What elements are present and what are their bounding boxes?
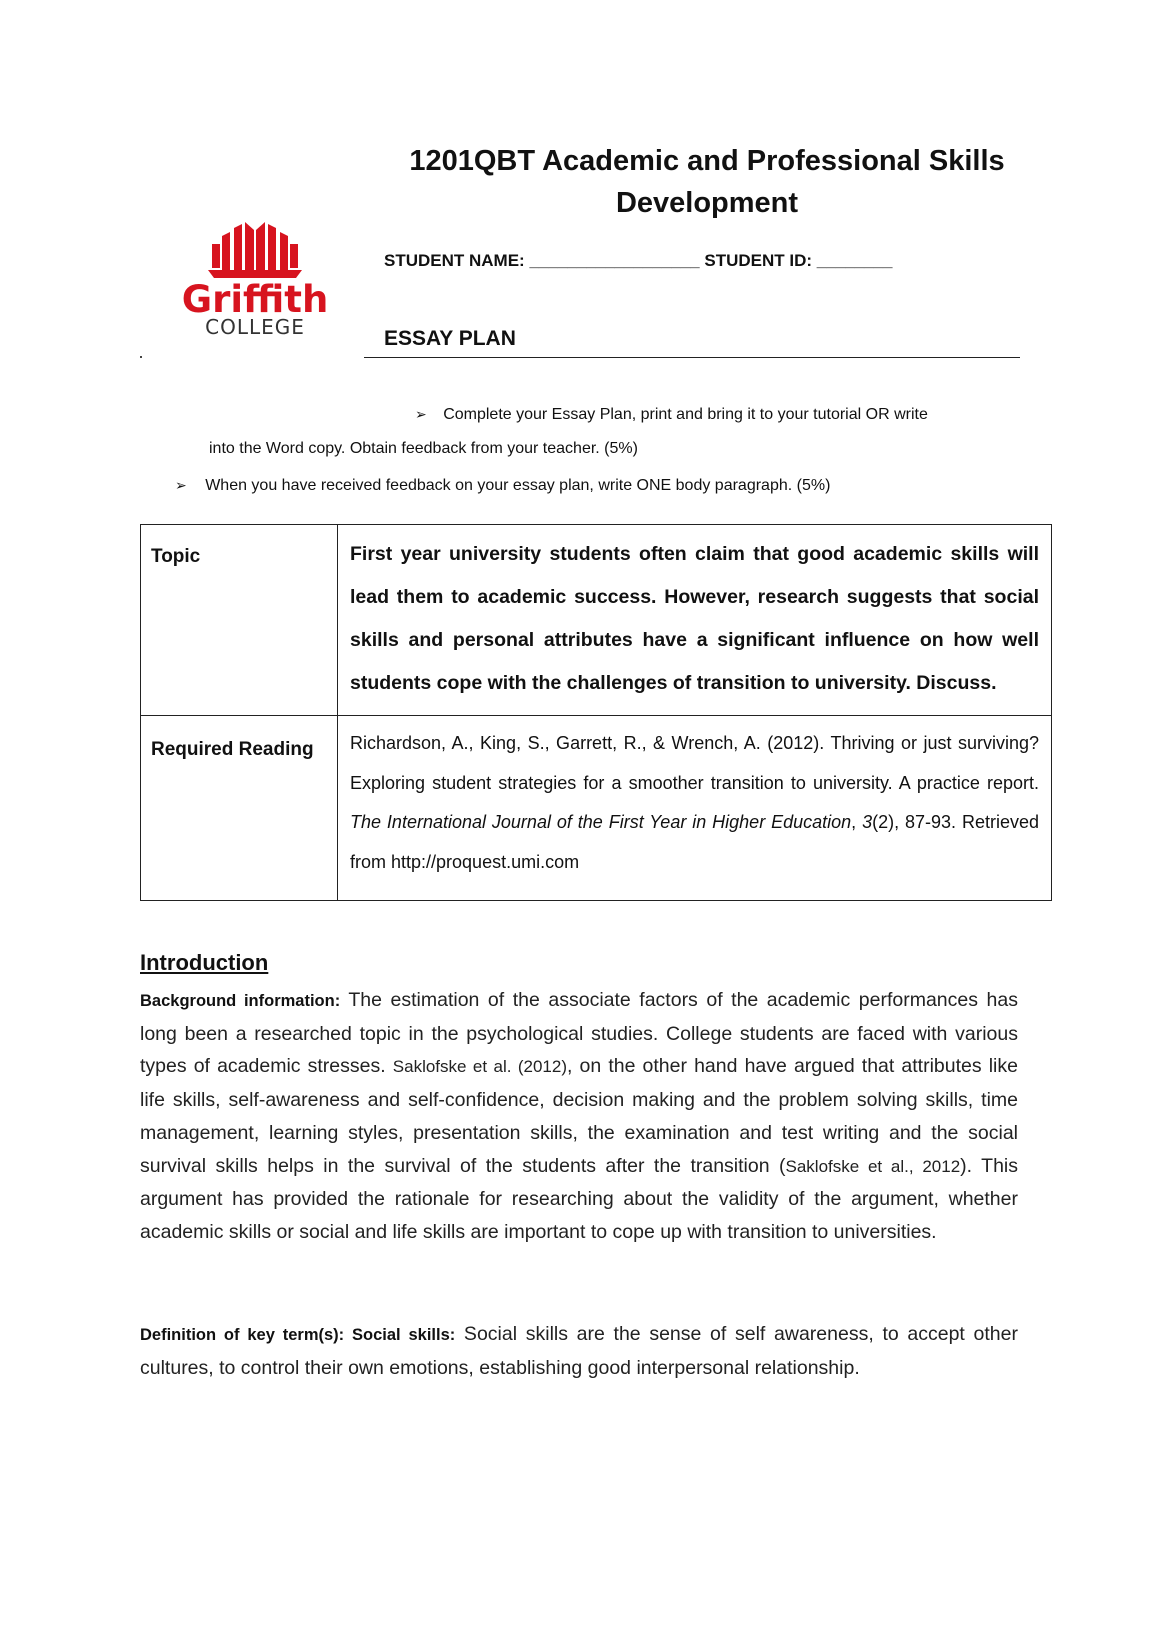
reading-sep: , [851,812,863,832]
topic-label: Topic [141,525,338,716]
definition-text: Social skills are the sense of self awareness, to accept other cultures, to control their own emotions, establishing good interpersonal relationship. [140,1323,1018,1379]
reading-row [141,716,1052,901]
heading-rule [364,357,1020,358]
instruction-item-1 [415,404,928,425]
student-name-field[interactable]: __________________ [529,251,700,270]
logo-name-text: Griffith [181,278,329,321]
student-id-field[interactable]: ________ [816,251,893,270]
reading-citation [338,716,1052,901]
instruction-1-line-2: into the Word copy. Obtain feedback from your teacher. (5%) [209,440,638,457]
stray-dot [140,356,142,358]
logo-sub-text: COLLEGE [205,315,305,339]
reading-tail: (2), 87-93. Retrieved from http://proquest.umi.com [350,812,1039,872]
reading-authors: Richardson, A., King, S., Garrett, R., & Wrench, A. (2012). Thriving or just surviving? Exploring student strategies for a smoother transition to university. A practice report. [350,733,1039,793]
background-label: Background information: [140,992,341,1010]
bullet-arrow-icon: ➢ [415,406,427,422]
reading-label [141,716,338,901]
definition-paragraph [140,1318,1018,1384]
essay-plan-heading: ESSAY PLAN [384,327,516,350]
topic-text: First year university students often claim that good academic skills will lead them to academic success. However, research suggests that social skills and personal attributes have a significant influence on how well students cope with the challenges of transition to university. Discuss. [338,525,1052,716]
definition-label: Definition of key term(s): Social skills: [140,1326,456,1344]
topic-row [141,525,1052,716]
reading-label-text: Required Reading [151,739,314,760]
logo-mark-icon [178,222,332,342]
document-title: 1201QBT Academic and Professional Skills Development [409,145,1005,219]
instruction-1-line-1: Complete your Essay Plan, print and bring it to your tutorial OR write [443,406,928,423]
instruction-item-2 [175,475,830,496]
introduction-heading: Introduction [140,950,269,975]
reading-journal: The International Journal of the First Year in Higher Education [350,812,852,832]
instruction-2-text: When you have received feedback on your essay plan, write ONE body paragraph. (5%) [205,477,831,494]
background-text-2: , on the other hand have argued that attributes like life skills, self-awareness and self-confidence, decision making and the problem solving skills, time management, learning styles, presentation skills, the examination and test writing and the social survival skills helps in the survival of the students after the transition ( [140,1055,1018,1177]
bullet-arrow-icon: ➢ [175,477,187,493]
background-paragraph [140,984,1018,1249]
background-text-1: The estimation of the associate factors of the academic performances has long been a researched topic in the psychological studies. College students are faced with various types of academic stresses. [140,989,1018,1078]
student-name-label: STUDENT NAME: [384,251,525,270]
essay-plan-table [140,524,1052,901]
griffith-college-logo [178,222,332,342]
student-id-label: STUDENT ID: [704,251,813,270]
background-text-3: ). This argument has provided the rationale for researching about the validity of the argument, whether academic skills or social and life skills are important to cope up with transition to universities. [140,1154,1018,1243]
reading-volume: 3 [862,812,873,832]
citation-2: Saklofske et al., 2012 [785,1156,961,1176]
student-info-line [384,251,892,271]
citation-1: Saklofske et al. (2012) [392,1057,567,1077]
